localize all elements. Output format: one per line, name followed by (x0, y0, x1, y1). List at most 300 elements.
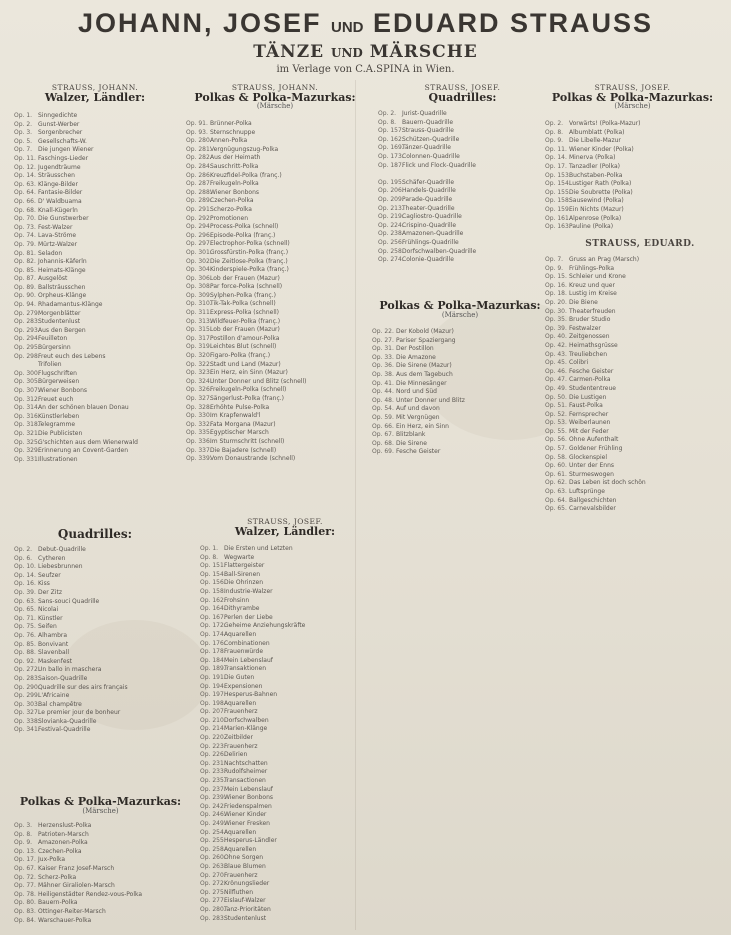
work-title: Colonie-Quadrille (402, 256, 454, 264)
opus-number: Op. 83. (14, 907, 36, 915)
catalogue-entry (186, 223, 364, 232)
opus-number: Op. 2. (378, 110, 397, 117)
work-title: Slavenball (38, 649, 70, 657)
work-title: Die Ersten und Letzten (224, 545, 293, 552)
work-title: Sausewind (Polka) (569, 197, 624, 205)
opus-number: Op. 163. (545, 223, 571, 231)
work-title: Alhambra (38, 631, 68, 639)
opus-number: Op. 10. (14, 563, 36, 571)
work-title: D' Waldbuama (38, 197, 82, 205)
work-title: Flattergeister (224, 562, 265, 570)
opus-number: Op. 258. (378, 247, 404, 255)
opus-number: Op. 9. (14, 839, 33, 847)
sub-title: TÄNZE UND MÄRSCHE (253, 42, 478, 62)
opus-number: Op. 207. (200, 708, 226, 716)
work-title: Sturmeswogen (569, 470, 614, 478)
catalogue-entry (200, 708, 360, 717)
work-title: Transactionen (224, 777, 266, 785)
catalogue-entry (186, 266, 364, 275)
opus-number: Op. 306. (186, 274, 212, 282)
opus-number: Op. 13. (14, 847, 36, 855)
opus-number: Op. 337. (186, 446, 212, 454)
work-title: Die Publicisten (38, 429, 83, 437)
section-josef-quadrilles: STRAUSS, JOSEF. Quadrilles: (424, 83, 501, 104)
work-title: Colonnen-Quadrille (402, 152, 460, 160)
opus-number: Op. 71. (14, 614, 36, 622)
catalogue-entry (186, 258, 364, 267)
catalogue-entry (200, 554, 360, 563)
catalogue-entry (14, 275, 182, 284)
opus-number: Op. 325. (14, 438, 40, 446)
catalogue-entry (14, 284, 182, 293)
work-title: Cytheren (38, 554, 66, 562)
catalogue-entry (200, 640, 360, 649)
work-title: Vom Donaustrande (schnell) (210, 455, 296, 463)
work-title: Rhadamantus-Klänge (38, 301, 103, 309)
catalogue-entry (545, 189, 723, 198)
catalogue-entry (200, 588, 360, 597)
work-title: Perlen der Liebe (224, 613, 273, 621)
work-title: Debut-Quadrille (38, 546, 86, 553)
opus-number: Op. 296. (186, 231, 212, 239)
catalogue-entry (14, 241, 182, 250)
catalogue-entry (545, 180, 723, 189)
opus-number: Op. 30. (545, 307, 567, 315)
catalogue-entry (545, 137, 723, 146)
work-title: Der Postillon (396, 345, 434, 353)
opus-number: Op. 255. (200, 837, 226, 845)
catalogue-entry (14, 361, 182, 370)
catalogue-entry (545, 402, 723, 411)
catalogue-entry (186, 404, 364, 413)
opus-number: Op. 154. (200, 570, 226, 578)
work-title: Nord und Süd (396, 388, 437, 396)
work-title: Mit der Feder (569, 427, 609, 435)
catalogue-entry (14, 615, 184, 624)
opus-number: Op. 57. (545, 445, 567, 453)
catalogue-entry (200, 751, 360, 760)
work-title: Trifolien (38, 361, 62, 369)
opus-number: Op. 341. (14, 726, 40, 734)
work-title: Fest-Walzer (38, 223, 73, 231)
opus-number: Op. 40. (545, 333, 567, 341)
opus-number: Op. 258. (200, 845, 226, 853)
opus-number: Op. 332. (186, 420, 212, 428)
work-title: Electrophor-Polka (schnell) (210, 240, 290, 248)
opus-number: Op. 284. (186, 162, 212, 170)
catalogue-entry (14, 344, 182, 353)
catalogue-entry (14, 675, 184, 684)
catalogue-entry (14, 413, 182, 422)
work-title: L'Africaine (38, 692, 70, 700)
work-title: Amazonen-Quadrille (402, 230, 464, 238)
opus-number: Op. 56. (545, 436, 567, 444)
opus-number: Op. 287. (186, 180, 212, 188)
catalogue-entry (186, 447, 364, 456)
work-title: Hesperus-Bahnen (224, 691, 278, 699)
work-title: Kinderspiele-Polka (franç.) (210, 266, 289, 274)
catalogue-entry (186, 335, 364, 344)
catalogue-entry (14, 121, 182, 130)
opus-number: Op. 8. (200, 553, 219, 561)
work-title: Frauenherz (224, 708, 258, 716)
work-title: Sträusschen (38, 172, 75, 180)
work-title: Leichtes Blut (schnell) (210, 343, 277, 351)
work-title: Annen-Polka (210, 137, 248, 145)
work-title: Dorfschwalben (224, 716, 269, 724)
catalogue-entry (186, 215, 364, 224)
catalogue-entry (372, 397, 542, 406)
opus-number: Op. 50. (545, 393, 567, 401)
catalogue-entry (545, 163, 723, 172)
catalogue-entry (372, 448, 542, 457)
catalogue-entry (200, 880, 360, 889)
work-title: Carnevalsbilder (569, 505, 616, 513)
opus-number: Op. 249. (200, 820, 226, 827)
opus-number: Op. 162. (200, 596, 226, 604)
opus-number: Op. 11. (14, 154, 36, 162)
opus-number: Op. 14. (14, 571, 36, 579)
opus-number: Op. 11. (545, 145, 567, 153)
catalogue-entry (186, 412, 364, 421)
opus-number: Op. 246. (200, 811, 226, 819)
work-title: Flick und Flock-Quadrille (402, 161, 476, 169)
opus-number: Op. 327. (14, 709, 40, 717)
opus-number: Op. 55. (545, 427, 567, 435)
catalogue-entry (186, 206, 364, 215)
catalogue-entry (186, 180, 364, 189)
catalogue-entry (14, 327, 182, 336)
work-title: Freut euch des Lebens (38, 352, 106, 360)
opus-number: Op. 320. (186, 352, 212, 360)
opus-number: Op. 74. (14, 232, 36, 240)
opus-number: Op. 92. (14, 657, 36, 665)
catalogue-entry (14, 430, 182, 439)
catalogue-entry (14, 250, 182, 259)
catalogue-entry (545, 505, 723, 514)
opus-number: Op. 164. (200, 605, 226, 613)
catalogue-entry (545, 351, 723, 360)
opus-number: Op. 20. (545, 298, 567, 306)
opus-number: Op. 78. (14, 890, 36, 898)
section-eduard: STRAUSS, EDUARD. (585, 239, 695, 249)
opus-number: Op. 67. (372, 431, 394, 439)
catalogue-entry (545, 497, 723, 506)
catalogue-entry (186, 378, 364, 387)
work-title: Frauenwürde (224, 648, 264, 656)
opus-number: Op. 294. (186, 223, 212, 231)
opus-number: Op. 91. (186, 120, 208, 127)
catalogue-entry (14, 207, 182, 216)
work-title: Handels-Quadrille (402, 187, 456, 195)
catalogue-entry (186, 318, 364, 327)
catalogue-entry (378, 153, 548, 162)
catalogue-entry (200, 863, 360, 872)
work-title: Ballsträusschen (38, 283, 86, 291)
opus-number: Op. 60. (545, 462, 567, 470)
opus-number: Op. 63. (545, 488, 567, 496)
section-johann-walzer: STRAUSS, JOHANN. Walzer, Ländler: (44, 83, 146, 104)
catalogue-entry (545, 376, 723, 385)
catalogue-entry (378, 187, 548, 196)
opus-number: Op. 17. (545, 162, 567, 170)
opus-number: Op. 223. (200, 742, 226, 750)
opus-number: Op. 316. (14, 412, 40, 420)
opus-number: Op. 42. (545, 341, 567, 349)
work-title: Mein Lebenslauf (224, 785, 273, 793)
work-title: Freikugeln-Polka (210, 180, 259, 188)
catalogue-entry (14, 598, 184, 607)
opus-number: Op. 85. (14, 266, 36, 274)
opus-number: Op. 206. (378, 187, 404, 195)
catalogue-entry (200, 743, 360, 752)
opus-number: Op. 219. (378, 213, 404, 221)
opus-number: Op. 39. (14, 588, 36, 596)
list-eduard (545, 256, 723, 514)
work-title: Telegramme (38, 421, 76, 429)
opus-number: Op. 70. (14, 215, 36, 223)
work-title: Strauss-Quadrille (402, 127, 454, 135)
opus-number: Op. 231. (200, 759, 226, 767)
opus-number: Op. 8. (14, 830, 33, 838)
catalogue-entry (14, 396, 182, 405)
opus-number: Op. 329. (14, 447, 40, 455)
list-johann-walzer (14, 112, 182, 464)
opus-number: Op. 339. (186, 455, 212, 463)
opus-number: Op. 176. (200, 639, 226, 647)
work-title: Dithyrambe (224, 605, 260, 613)
catalogue-entry (200, 665, 360, 674)
work-title: Egyptischer Marsch (210, 429, 269, 437)
opus-number: Op. 7. (545, 256, 564, 263)
opus-number: Op. 235. (200, 777, 226, 785)
work-title: Frühlings-Quadrille (402, 238, 459, 246)
catalogue-entry (545, 471, 723, 480)
opus-number: Op. 280. (186, 137, 212, 145)
catalogue-entry (545, 299, 723, 308)
opus-number: Op. 66. (372, 422, 394, 430)
catalogue-entry (545, 488, 723, 497)
opus-number: Op. 308. (186, 283, 212, 291)
catalogue-entry (545, 419, 723, 428)
opus-number: Op. 291. (186, 205, 212, 213)
section-johann-polkas-2: Polkas & Polka-Mazurkas: (Märsche) (19, 795, 182, 815)
work-title: Wegwarte (224, 553, 255, 561)
work-title: Le premier jour de bonheur (38, 709, 121, 717)
work-title: Blitzblank (396, 431, 426, 439)
catalogue-entry (14, 421, 182, 430)
catalogue-entry (14, 456, 182, 465)
catalogue-entry (186, 326, 364, 335)
work-title: Gunst-Werber (38, 120, 80, 128)
catalogue-entry (14, 353, 182, 362)
opus-number: Op. 14. (14, 172, 36, 180)
opus-number: Op. 94. (14, 301, 36, 309)
catalogue-entry (545, 394, 723, 403)
catalogue-entry (186, 361, 364, 370)
catalogue-entry (545, 325, 723, 334)
catalogue-entry (545, 316, 723, 325)
opus-number: Op. 313. (186, 317, 212, 325)
catalogue-entry (186, 189, 364, 198)
opus-number: Op. 314. (14, 404, 40, 412)
catalogue-entry (378, 127, 548, 136)
opus-number: Op. 327. (186, 395, 212, 402)
opus-number: Op. 178. (200, 648, 226, 656)
work-title: Aquarellen (224, 699, 257, 707)
catalogue-entry (372, 354, 542, 363)
opus-number: Op. 2. (14, 120, 33, 128)
work-title: Ohne Sorgen (224, 854, 264, 862)
opus-number: Op. 272. (14, 666, 40, 674)
work-title: Wiener Bonbons (210, 188, 260, 196)
opus-number: Op. 336. (186, 437, 212, 445)
catalogue-entry (545, 428, 723, 437)
opus-number: Op. 238. (378, 230, 404, 238)
catalogue-entry (14, 447, 182, 456)
catalogue-entry (200, 717, 360, 726)
work-title: Die Ohrinzen (224, 579, 263, 587)
work-title: Festival-Quadrille (38, 726, 91, 734)
catalogue-entry (14, 198, 182, 207)
section-josef-polkas: STRAUSS, JOSEF. Polkas & Polka-Mazurkas: (Märsche) (551, 83, 714, 111)
work-title: Tanz-Prioritäten (224, 905, 271, 913)
work-title: Patrioten-Marsch (38, 830, 89, 838)
catalogue-entry (14, 658, 184, 667)
opus-number: Op. 237. (200, 785, 226, 793)
catalogue-entry (545, 290, 723, 299)
work-title: Illustrationen (38, 455, 78, 463)
catalogue-entry (14, 112, 182, 121)
opus-number: Op. 72. (14, 873, 36, 881)
catalogue-entry (14, 555, 184, 564)
opus-number: Op. 294. (14, 335, 40, 343)
catalogue-entry (14, 164, 182, 173)
catalogue-entry (14, 301, 182, 310)
catalogue-entry (14, 632, 184, 641)
catalogue-entry (545, 256, 723, 265)
opus-number: Op. 303. (14, 700, 40, 708)
opus-number: Op. 59. (372, 413, 394, 421)
opus-number: Op. 169. (378, 144, 404, 152)
opus-number: Op. 93. (186, 128, 208, 136)
list-josef-quadrilles (378, 110, 548, 265)
work-title: Fata Morgana (Mazur) (210, 420, 276, 428)
work-title: Aus dem Tagebuch (396, 370, 453, 378)
opus-number: Op. 324. (186, 377, 212, 385)
catalogue-entry (14, 917, 190, 926)
opus-number: Op. 274. (378, 256, 404, 264)
work-title: Aquarellen (224, 630, 257, 638)
work-title: Delirien (224, 751, 248, 759)
opus-number: Op. 305. (14, 378, 40, 386)
opus-number: Op. 66. (14, 197, 36, 205)
catalogue-entry (200, 915, 360, 924)
opus-number: Op. 61. (545, 470, 567, 478)
opus-number: Op. 77. (14, 882, 36, 890)
catalogue-entry (372, 431, 542, 440)
work-title: Jux-Polka (38, 856, 66, 864)
opus-number: Op. 82. (14, 258, 36, 266)
catalogue-entry (545, 197, 723, 206)
catalogue-entry (372, 345, 542, 354)
work-title: Czechen-Polka (38, 847, 82, 855)
catalogue-entry (545, 154, 723, 163)
catalogue-entry (545, 282, 723, 291)
work-title: Expensionen (224, 682, 263, 690)
work-title: Bürgerweisen (38, 378, 80, 386)
work-title: Kreuzfidel-Polka (franç.) (210, 171, 282, 179)
opus-number: Op. 65. (14, 606, 36, 614)
catalogue-entry (372, 423, 542, 432)
work-title: Aquarellen (224, 828, 257, 836)
opus-number: Op. 293. (14, 326, 40, 334)
work-title: Parade-Quadrille (402, 195, 453, 203)
opus-number: Op. 62. (545, 479, 567, 487)
opus-number: Op. 12. (14, 163, 36, 171)
work-title: Process-Polka (schnell) (210, 223, 279, 231)
work-title: Knall-Kügerln (38, 206, 78, 214)
work-title: Eislauf-Walzer (224, 897, 266, 905)
opus-number: Op. 16. (14, 580, 36, 588)
opus-number: Op. 15. (545, 273, 567, 281)
catalogue-entry (200, 700, 360, 709)
opus-number: Op. 224. (378, 221, 404, 229)
work-title: Wiener Kinder (224, 811, 267, 819)
catalogue-entry (545, 146, 723, 155)
opus-number: Op. 36. (372, 362, 394, 370)
catalogue-entry (186, 352, 364, 361)
opus-number: Op. 14. (545, 154, 567, 162)
catalogue-entry (14, 726, 184, 735)
catalogue-entry (200, 683, 360, 692)
work-title: G'schichten aus dem Wienerwald (38, 438, 138, 446)
work-title: Fesche Geister (396, 448, 441, 456)
opus-number: Op. 307. (14, 387, 40, 394)
opus-number: Op. 263. (200, 862, 226, 870)
work-title: Seifen (38, 623, 57, 631)
catalogue-entry (200, 545, 360, 554)
opus-number: Op. 16. (545, 281, 567, 289)
opus-number: Op. 280. (200, 905, 226, 913)
work-title: Nicolai (38, 606, 59, 614)
opus-number: Op. 226. (200, 751, 226, 759)
list-johann-polkas (186, 120, 364, 464)
catalogue-entry (186, 395, 364, 404)
catalogue-entry (200, 691, 360, 700)
opus-number: Op. 154. (545, 180, 571, 188)
catalogue-entry (378, 196, 548, 205)
catalogue-entry (378, 170, 548, 179)
catalogue-entry (372, 405, 542, 414)
work-title: Jugendträume (38, 163, 81, 171)
work-title: Tik-Tak-Polka (schnell) (210, 300, 276, 308)
opus-number: Op. 300. (14, 369, 40, 377)
opus-number: Op. 220. (200, 734, 226, 742)
opus-number: Op. 27. (372, 336, 394, 344)
opus-number: Op. 43. (545, 350, 567, 358)
opus-number: Op. 323. (186, 369, 212, 377)
work-title: Bürgersinn (38, 344, 71, 352)
opus-number: Op. 173. (378, 152, 404, 160)
catalogue-entry (372, 328, 542, 337)
catalogue-entry (14, 267, 182, 276)
work-title: Kiss (38, 580, 50, 588)
work-title: Erhöhte Pulse-Polka (210, 403, 270, 411)
catalogue-entry (200, 674, 360, 683)
work-title: Ottinger-Reiter-Marsch (38, 907, 106, 915)
work-title: Jurist-Quadrille (402, 110, 447, 117)
